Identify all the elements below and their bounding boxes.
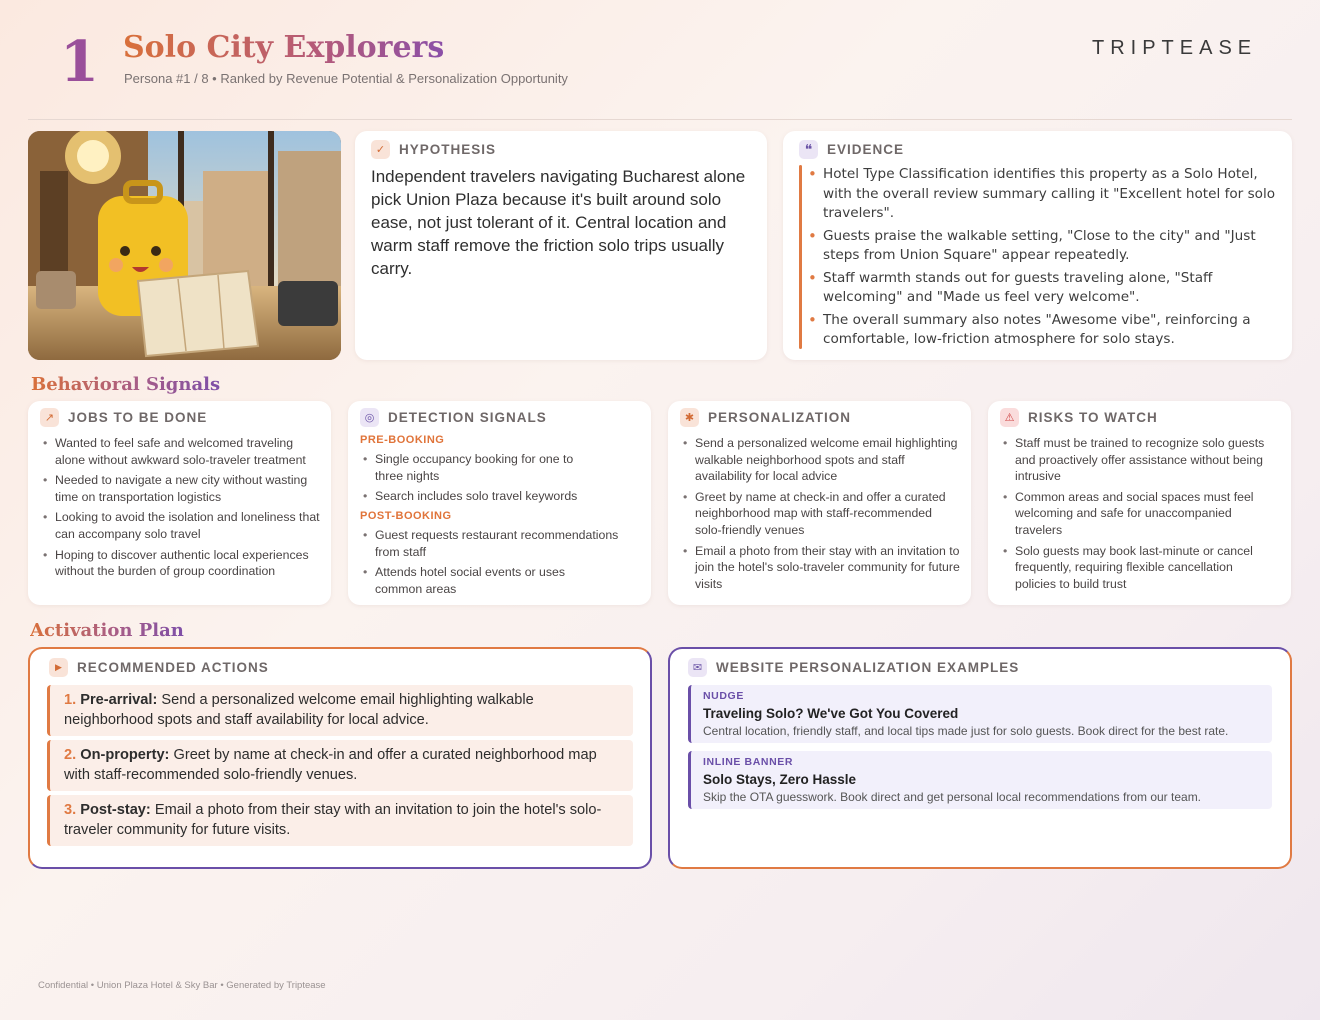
sparkle-icon: ✱ — [680, 408, 699, 427]
list-item: • Looking to avoid the isolation and loneliness that can accompany solo travel — [42, 509, 322, 542]
list-item: • Greet by name at check-in and offer a curated neighborhood map with staff-recommended solo-friendly venues — [682, 489, 962, 539]
list-item: • Guest requests restaurant recommendations from staff — [362, 527, 632, 560]
persona-illustration — [28, 131, 341, 360]
action-number: 3. — [64, 802, 77, 818]
persona-rank: 1 — [60, 29, 99, 95]
action-text: Greet by name at check-in and offer a curated neighborhood map with staff-recommended solo-friendly venues. — [64, 747, 597, 783]
list-item: • Staff must be trained to recognize solo guests and proactively offer assistance without being intrusive — [1002, 435, 1282, 485]
action-label: On-property: — [80, 747, 170, 763]
example-type: NUDGE — [703, 690, 744, 702]
envelope-icon: ✉ — [688, 658, 707, 677]
check-icon: ✓ — [371, 140, 390, 159]
evidence-list — [823, 165, 1283, 353]
action-text: Send a personalized welcome email highlighting walkable neighborhood spots and staff availability for local advice. — [64, 692, 534, 728]
jobs-card — [28, 401, 331, 605]
personalization-card — [668, 401, 971, 605]
evidence-item: • Hotel Type Classification identifies this property as a Solo Hotel, with the overall review summary calling it "Excellent hotel for solo travelers". — [823, 165, 1283, 224]
evidence-card — [783, 131, 1292, 360]
list-item: • Send a personalized welcome email highlighting walkable neighborhood spots and staff availability for local advice — [682, 435, 962, 485]
list-item: • Attends hotel social events or uses common areas — [362, 564, 587, 597]
post-booking-list — [362, 527, 642, 601]
example-body: Central location, friendly staff, and local tips made just for solo guests. Book direct for the best rate. — [703, 724, 1229, 738]
page-title: Solo City Explorers — [123, 30, 445, 65]
hypothesis-text: Independent travelers navigating Bucharest alone pick Union Plaza because it's built around solo ease, not just tolerant of it. Central location and warm staff remove the friction solo trips usually carry. — [371, 167, 746, 278]
action-item — [47, 795, 633, 846]
list-item: • Needed to navigate a new city without wasting time on transportation logistics — [42, 472, 322, 505]
action-item — [47, 740, 633, 791]
arrow-up-right-icon: ↗ — [40, 408, 59, 427]
target-icon: ◎ — [360, 408, 379, 427]
website-personalization-card — [668, 647, 1292, 869]
list-item: • Common areas and social spaces must feel welcoming and safe for unaccompanied travelers — [1002, 489, 1262, 539]
evidence-item: • Staff warmth stands out for guests traveling alone, "Staff welcoming" and "Made us feel very welcome". — [823, 269, 1283, 308]
example-title: Solo Stays, Zero Hassle — [703, 772, 857, 787]
action-label: Post-stay: — [80, 802, 151, 818]
example-title: Traveling Solo? We've Got You Covered — [703, 706, 959, 721]
risks-card — [988, 401, 1291, 605]
action-number: 2. — [64, 747, 77, 763]
play-icon: ▶ — [49, 658, 68, 677]
evidence-item: • The overall summary also notes "Awesome vibe", reinforcing a comfortable, low-friction atmosphere for solo stays. — [823, 311, 1283, 350]
personalization-heading: PERSONALIZATION — [708, 410, 851, 425]
actions-heading: RECOMMENDED ACTIONS — [77, 660, 269, 675]
detection-card — [348, 401, 651, 605]
behavioral-section-title: Behavioral Signals — [31, 374, 221, 395]
evidence-item: • Guests praise the walkable setting, "Close to the city" and "Just steps from Union Square" appear repeatedly. — [823, 227, 1283, 266]
example-body: Skip the OTA guesswork. Book direct and get personal local recommendations from our team. — [703, 790, 1202, 804]
list-item: • Hoping to discover authentic local experiences without the burden of group coordination — [42, 547, 322, 580]
action-label: Pre-arrival: — [80, 692, 158, 708]
pre-booking-list — [362, 451, 642, 509]
website-example — [688, 751, 1272, 809]
hypothesis-heading: HYPOTHESIS — [399, 142, 497, 157]
list-item: • Single occupancy booking for one to three nights — [362, 451, 587, 484]
jobs-heading: JOBS TO BE DONE — [68, 410, 208, 425]
header-divider — [28, 119, 1292, 120]
recommended-actions-card — [28, 647, 652, 869]
website-heading: WEBSITE PERSONALIZATION EXAMPLES — [716, 660, 1020, 675]
action-text: Email a photo from their stay with an invitation to join the hotel's solo-traveler community for future visits. — [64, 802, 602, 838]
page-header — [0, 0, 1320, 118]
detection-heading: DETECTION SIGNALS — [388, 410, 547, 425]
hypothesis-card — [355, 131, 767, 360]
action-number: 1. — [64, 692, 77, 708]
risks-list — [1002, 435, 1282, 596]
action-item — [47, 685, 633, 736]
list-item: • Solo guests may book last-minute or cancel frequently, requiring flexible cancellation policies to build trust — [1002, 543, 1267, 593]
brand-logo: TRIPTEASE — [1092, 37, 1258, 59]
pre-booking-label: PRE-BOOKING — [360, 434, 445, 446]
website-example — [688, 685, 1272, 743]
warning-icon: ⚠ — [1000, 408, 1019, 427]
list-item: • Search includes solo travel keywords — [362, 488, 642, 505]
page-footer: Confidential • Union Plaza Hotel & Sky Bar • Generated by Triptease — [38, 980, 326, 991]
page-subtitle: Persona #1 / 8 • Ranked by Revenue Potential & Personalization Opportunity — [124, 71, 568, 86]
jobs-list — [42, 435, 322, 584]
post-booking-label: POST-BOOKING — [360, 510, 452, 522]
risks-heading: RISKS TO WATCH — [1028, 410, 1158, 425]
quote-icon: ❝ — [799, 140, 818, 159]
activation-section-title: Activation Plan — [30, 620, 184, 641]
personalization-list — [682, 435, 962, 596]
example-type: INLINE BANNER — [703, 756, 794, 768]
evidence-accent-bar — [799, 165, 802, 349]
list-item: • Wanted to feel safe and welcomed traveling alone without awkward solo-traveler treatment — [42, 435, 322, 468]
evidence-heading: EVIDENCE — [827, 142, 905, 157]
list-item: • Email a photo from their stay with an invitation to join the hotel's solo-traveler community for future visits — [682, 543, 962, 593]
